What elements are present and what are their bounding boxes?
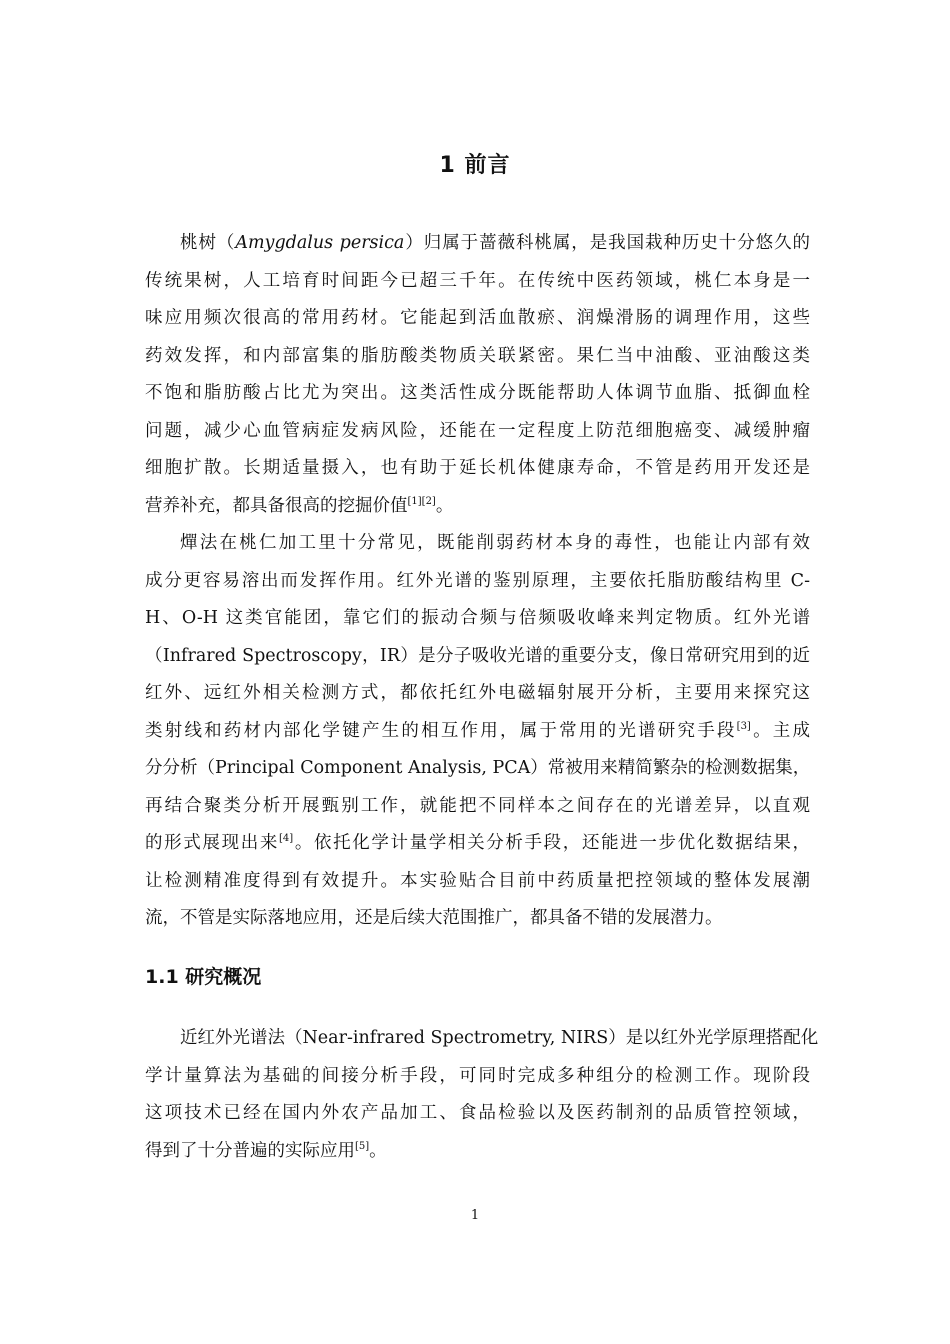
text-line: 问题，减少心血管病症发病风险，还能在一定程度上防范细胞癌变、减缓肿瘤	[145, 420, 810, 441]
text-line: H、O-H 这类官能团，靠它们的振动合频与倍频吸收峰来判定物质。红外光谱	[145, 608, 810, 628]
text-line: 味应用频次很高的常用药材。它能起到活血散瘀、润燥滑肠的调理作用，这些	[145, 308, 810, 328]
text-line: 这项技术已经在国内外农产品加工、食品检验以及医药制剂的品质管控领域，	[145, 1103, 810, 1123]
text-line: 让检测精准度得到有效提升。本实验贴合目前中药质量把控领域的整体发展潮	[145, 870, 810, 891]
text-line: 流，不管是实际落地应用，还是后续大范围推广，都具备不错的发展潜力。	[145, 908, 723, 928]
page-number: 1	[470, 1208, 480, 1223]
text-line: （Infrared Spectroscopy，IR）是分子吸收光谱的重要分支，像日常研究用到的近	[145, 645, 810, 666]
text-line: 营养补充，都具备很高的挖掘价值[1][2]。	[145, 495, 454, 516]
text-line: 分分析（Principal Component Analysis, PCA）常被用来精简繁杂的检测数据集，	[145, 758, 811, 778]
citation: [5]	[355, 1140, 370, 1152]
text-line: 得到了十分普遍的实际应用[5]。	[145, 1140, 387, 1161]
text-line: 红外、远红外相关检测方式，都依托红外电磁辐射展开分析，主要用来探究这	[145, 683, 810, 703]
paragraph-overview	[145, 1020, 819, 1170]
citation: [4]	[279, 833, 294, 844]
text-line: 燀法在桃仁加工里十分常见，既能削弱药材本身的毒性，也能让内部有效	[180, 533, 810, 553]
citation: [1][2]	[407, 495, 436, 507]
text-line: 再结合聚类分析开展甄别工作，就能把不同样本之间存在的光谱差异，以直观	[145, 795, 810, 816]
text-line: 类射线和药材内部化学键产生的相互作用，属于常用的光谱研究手段[3]。主成	[145, 720, 811, 741]
species-name: Amygdalus persica	[235, 233, 405, 253]
text-line: 不饱和脂肪酸占比尤为突出。这类活性成分既能帮助人体调节血脂、抵御血栓	[145, 383, 810, 403]
chapter-title: 1 前言	[439, 153, 511, 178]
text-line: 桃树（Amygdalus persica）归属于蔷薇科桃属，是我国栽种历史十分悠久的	[180, 233, 811, 253]
text-line: 成分更容易溶出而发挥作用。红外光谱的鉴别原理，主要依托脂肪酸结构里 C-	[145, 570, 810, 591]
text-line: 细胞扩散。长期适量摄入，也有助于延长机体健康寿命，不管是药用开发还是	[145, 458, 810, 478]
text-line: 传统果树，人工培育时间距今已超三千年。在传统中医药领域，桃仁本身是一	[145, 270, 810, 291]
text-line: 近红外光谱法（Near-infrared Spectrometry, NIRS）是以红外光学原理搭配化	[180, 1028, 819, 1048]
text-line: 的形式展现出来[4]。依托化学计量学相关分析手段，还能进一步优化数据结果，	[145, 833, 811, 853]
citation: [3]	[736, 720, 751, 732]
section-title: 1.1 研究概况	[145, 966, 262, 988]
text-line: 药效发挥，和内部富集的脂肪酸类物质关联紧密。果仁当中油酸、亚油酸这类	[145, 345, 810, 366]
paragraph-intro	[145, 225, 810, 525]
text-line: 学计量算法为基础的间接分析手段，可同时完成多种组分的检测工作。现阶段	[145, 1065, 810, 1086]
paragraph-methods	[145, 525, 810, 938]
